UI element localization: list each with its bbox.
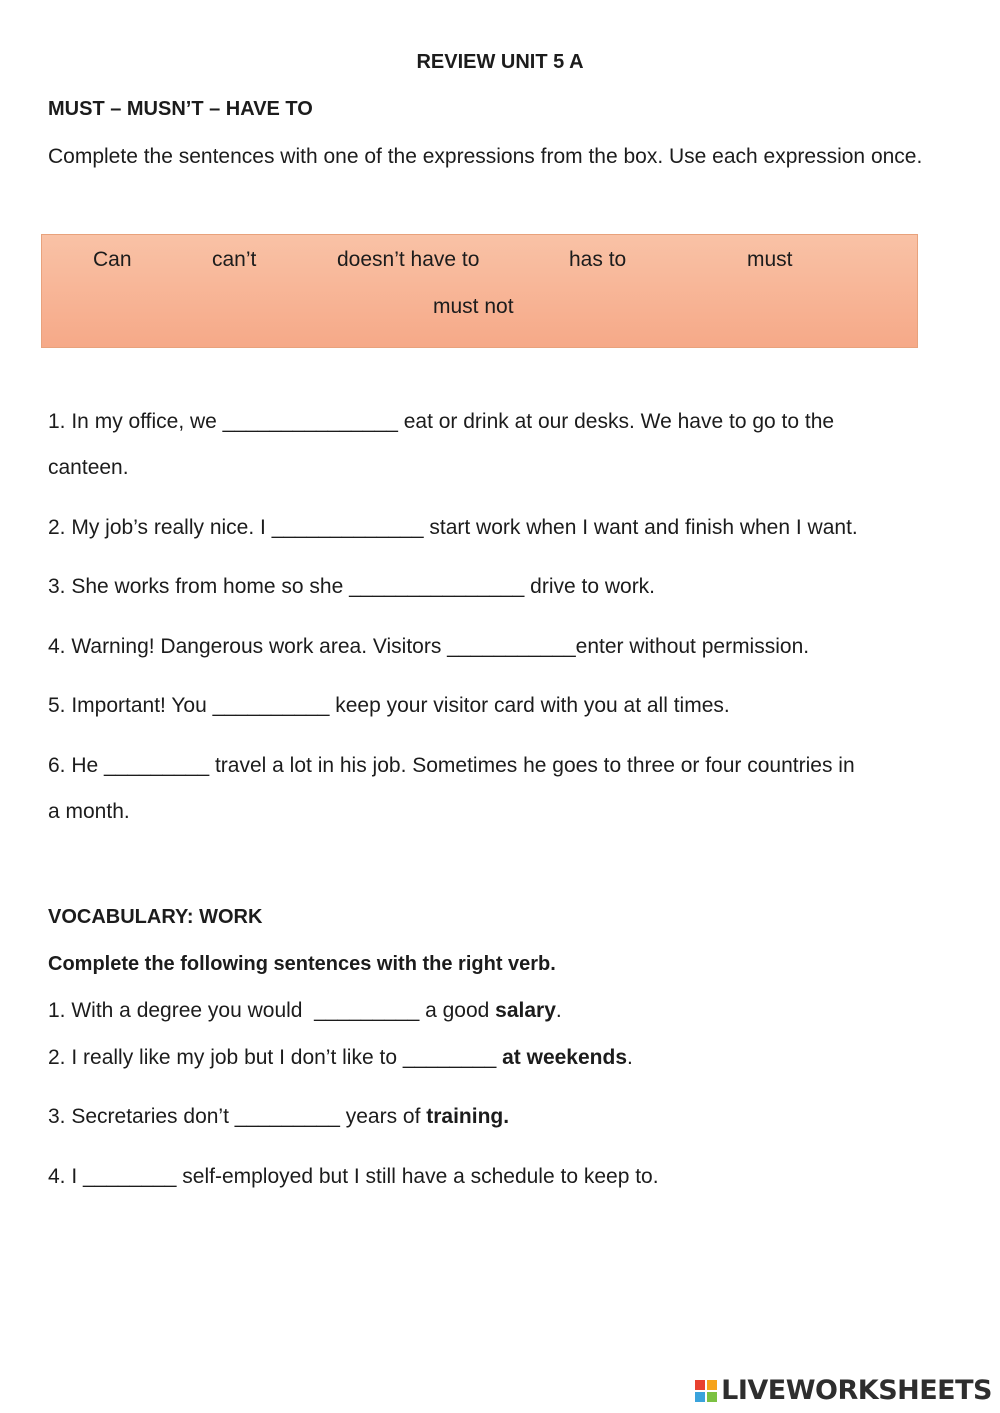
liveworksheets-logo [695, 1375, 992, 1406]
question-line: canteen. [48, 456, 129, 479]
logo-square [695, 1392, 705, 1402]
logo-square [707, 1380, 717, 1390]
section-heading-modals: MUST – MUSN’T – HAVE TO [48, 98, 313, 120]
vocab-question [48, 999, 562, 1023]
word-box-item: has to [569, 248, 627, 271]
vocab-question-text: 4. I ________ self-employed but I still have a schedule to keep to. [48, 1165, 659, 1188]
vocab-question-text: 3. Secretaries don’t _________ years of [48, 1105, 427, 1128]
section-instruction-vocabulary: Complete the following sentences with the right verb. [48, 953, 556, 975]
vocab-question [48, 1046, 633, 1070]
word-box-item: must [747, 248, 793, 271]
question-line: 1. In my office, we _______________ eat or drink at our desks. We have to go to the [48, 410, 835, 433]
section-heading-vocabulary: VOCABULARY: WORK [48, 906, 263, 928]
question-line: 5. Important! You __________ keep your visitor card with you at all times. [48, 694, 730, 717]
section-instruction-modals: Complete the sentences with one of the expressions from the box. Use each expression once. [48, 145, 923, 168]
vocab-question [48, 1105, 509, 1129]
question-line: 4. Warning! Dangerous work area. Visitors ___________enter without permission. [48, 635, 810, 658]
page-title: REVIEW UNIT 5 A [416, 51, 584, 73]
word-box-item: doesn’t have to [337, 248, 480, 271]
word-box-item: can’t [212, 248, 257, 271]
logo-square [707, 1392, 717, 1402]
logo-square [695, 1380, 705, 1390]
vocab-question-end: . [627, 1046, 633, 1069]
vocab-question-keyword: at weekends [502, 1046, 628, 1069]
word-box [41, 234, 918, 348]
vocab-question-text: 1. With a degree you would _________ a good [48, 999, 496, 1022]
word-box-item: Can [93, 248, 132, 271]
vocab-question-keyword: training. [426, 1105, 510, 1128]
question-line: 3. She works from home so she _______________ drive to work. [48, 575, 656, 598]
vocab-question-text: 2. I really like my job but I don’t like to ________ [48, 1046, 503, 1069]
question-line: 2. My job’s really nice. I _____________ start work when I want and finish when I want. [48, 516, 858, 539]
vocab-question-end: . [555, 999, 562, 1022]
question-line: 6. He _________ travel a lot in his job. Sometimes he goes to three or four countries in [48, 754, 855, 777]
word-box-item: must not [433, 295, 514, 318]
logo-text: LIVEWORKSHEETS [721, 1375, 992, 1406]
vocab-question [48, 1165, 659, 1189]
logo-grid-icon [695, 1380, 717, 1402]
question-line: a month. [48, 800, 130, 823]
vocab-question-keyword: salary [495, 999, 556, 1022]
